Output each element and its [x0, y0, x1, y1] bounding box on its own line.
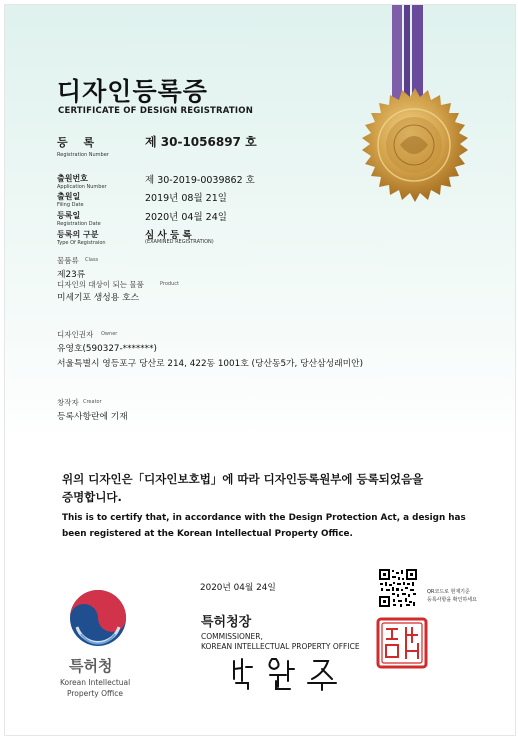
registration-label-en: Registration Number: [57, 152, 109, 158]
owner-address: 서울특별시 영등포구 당산로 214, 422동 1001호 (당산동5가, 당산삼성래미안): [57, 359, 364, 369]
official-red-stamp-icon: [376, 617, 428, 669]
commissioner-title-en2: KOREAN INTELLECTUAL PROPERTY OFFICE: [201, 642, 360, 651]
office-name-en2: Property Office: [67, 689, 124, 698]
office-name-en1: Korean Intellectual: [60, 678, 131, 687]
owner-name: 유영호(590327-*******): [57, 344, 157, 354]
certification-en-line1: This is to certify that, in accordance with the Design Protection Act, a design has: [62, 513, 466, 523]
filing-label-en: Filing Date: [57, 202, 84, 208]
reg-type: 심 사 등 록: [145, 230, 192, 241]
qr-code-icon: [378, 568, 418, 608]
reg-date-label-en: Registration Date: [57, 221, 101, 227]
certification-en-line2: been registered at the Korean Intellectual Property Office.: [62, 529, 353, 539]
reg-type-label-en: Type Of Registraion: [57, 240, 106, 246]
reg-type-label: 등록의 구분: [57, 230, 99, 239]
application-label-en: Application Number: [57, 184, 107, 190]
class-label: 물품류: [57, 256, 79, 265]
owner-label: 디자인권자: [57, 330, 94, 339]
class-value: 제23류: [57, 270, 86, 280]
owner-label-en: Owner: [101, 331, 118, 337]
reg-date: 2020년 04월 24일: [145, 212, 227, 223]
certificate-title: 디자인등록증: [57, 77, 208, 106]
application-number: 제 30-2019-0039862 호: [145, 175, 255, 186]
commissioner-title: 특허청장: [201, 615, 252, 630]
reg-date-label: 등록일: [57, 211, 81, 220]
registration-label: 등 록: [57, 136, 101, 149]
application-label: 출원번호: [57, 174, 88, 183]
certification-ko-line2: 증명합니다.: [62, 490, 122, 504]
certificate-title-en: CERTIFICATE OF DESIGN REGISTRATION: [58, 106, 254, 116]
class-label-en: Class: [85, 257, 99, 263]
registration-number: 제 30-1056897 호: [145, 135, 257, 149]
qr-note-line1: QR코드로 현재기준: [427, 589, 470, 595]
certification-ko-line1: 위의 디자인은「디자인보호법」에 따라 디자인등록원부에 등록되었음을: [62, 472, 424, 486]
commissioner-title-en1: COMMISSIONER,: [201, 632, 263, 641]
creator-label-en: Creator: [83, 399, 102, 405]
kipo-taegeuk-logo-icon: [67, 587, 129, 649]
product-label: 디자인의 대상이 되는 물품: [57, 280, 144, 289]
filing-date: 2019년 08월 21일: [145, 193, 227, 204]
product-label-en: Product: [160, 281, 179, 287]
office-name-ko: 특허청: [69, 657, 113, 675]
certificate-page: [4, 4, 516, 736]
product-value: 미세기포 생성용 호스: [57, 293, 140, 303]
gold-foil-seal-icon: [356, 87, 474, 205]
creator-value: 등록사항란에 기재: [57, 412, 128, 422]
issue-date: 2020년 04월 24일: [200, 583, 276, 593]
commissioner-signature: [228, 653, 358, 691]
reg-type-en: (EXAMINED REGISTRATION): [145, 239, 214, 245]
creator-label: 창작자: [57, 398, 79, 407]
filing-label: 출원일: [57, 192, 81, 201]
qr-note-line2: 등록사항을 확인하세요: [427, 597, 477, 603]
